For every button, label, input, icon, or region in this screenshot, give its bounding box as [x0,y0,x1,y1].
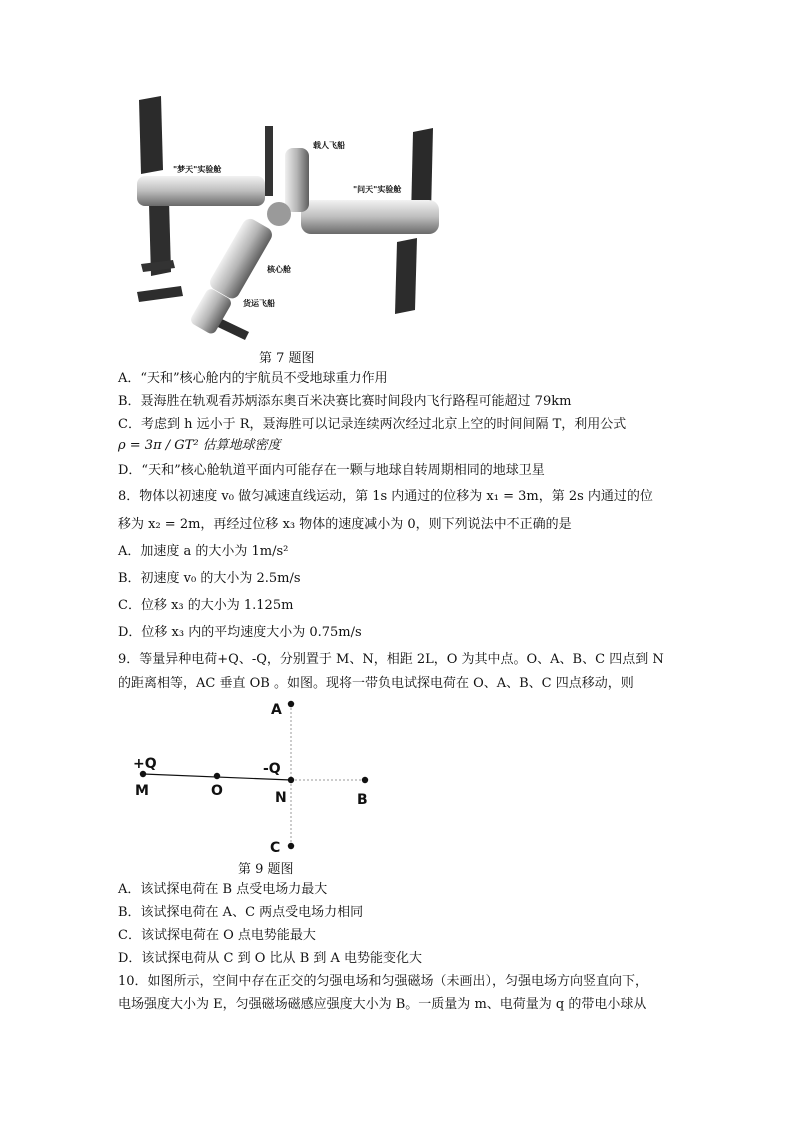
label-plus-q: +Q [133,756,157,772]
figure-7-caption: 第 7 题图 [259,351,315,366]
q8-option-c: C．位移 x₃ 的大小为 1.125m [118,598,294,613]
q7-option-d: D．“天和”核心舱轨道平面内可能存在一颗与地球自转周期相同的地球卫星 [118,463,545,478]
point-a [288,701,294,707]
crew-spacecraft-label: 载人飞船 [313,141,345,150]
point-b [362,777,368,783]
q9-option-c: C．该试探电荷在 O 点电势能最大 [118,928,316,943]
q8-option-a: A．加速度 a 的大小为 1m/s² [118,544,289,559]
q7-option-b: B．聂海胜在轨观看苏炳添东奥百米决赛比赛时间段内飞行路程可能超过 79km [118,394,572,409]
solar-panel [395,238,417,314]
label-o: O [211,783,223,799]
q7-option-a: A．“天和”核心舱内的宇航员不受地球重力作用 [118,371,388,386]
docking-node [267,202,291,226]
crew-spacecraft [285,148,309,212]
core-module [207,216,275,301]
solar-panel [137,286,183,302]
q8-stem-line2: 移为 x₂ = 2m，再经过位移 x₃ 物体的速度减小为 0，则下列说法中不正确的是 [118,517,572,532]
q9-option-a: A．该试探电荷在 B 点受电场力最大 [118,882,328,897]
wentian-module [301,200,439,234]
q9-stem-line2: 的距离相等，AC 垂直 OB 。如图。现将一带负电试探电荷在 O、A、B、C 四点移动，则 [118,676,634,691]
label-b: B [357,792,368,808]
figure-9-caption: 第 9 题图 [238,862,294,877]
label-m: M [135,783,149,799]
q8-option-d: D．位移 x₃ 内的平均速度大小为 0.75m/s [118,625,362,640]
q8-option-b: B．初速度 v₀ 的大小为 2.5m/s [118,571,301,586]
mengtian-module [137,176,265,206]
core-module-label: 核心舱 [267,265,291,274]
q9-option-b: B．该试探电荷在 A、C 两点受电场力相同 [118,905,364,920]
wentian-label: "问天"实验舱 [353,185,402,194]
point-o [214,773,220,779]
space-station-figure [133,96,445,344]
label-c: C [270,840,281,856]
solar-panel [139,96,163,174]
q7-option-c-line1: C．考虑到 h 远小于 R，聂海胜可以记录连续两次经过北京上空的时间间隔 T，利用公式 [118,417,627,432]
label-a: A [271,702,282,718]
charges-diagram [125,694,395,856]
label-minus-q: -Q [263,761,281,777]
q10-stem-line2: 电场强度大小为 E，匀强磁场磁感应强度大小为 B。一质量为 m、电荷量为 q 的带电小球从 [118,997,647,1012]
q7-option-c-formula: ρ = 3π / GT² 估算地球密度 [118,438,281,453]
mengtian-label: "梦天"实验舱 [173,165,222,174]
q8-stem-line1: 8．物体以初速度 v₀ 做匀减速直线运动，第 1s 内通过的位移为 x₁ = 3m，第 2s 内通过的位 [118,489,653,504]
solar-panel [265,126,273,196]
q9-option-d: D．该试探电荷从 C 到 O 比从 B 到 A 电势能变化大 [118,951,423,966]
point-c [288,843,294,849]
q10-stem-line1: 10．如图所示，空间中存在正交的匀强电场和匀强磁场（未画出），匀强电场方向竖直向下， [118,974,649,989]
q9-stem-line1: 9．等量异种电荷+Q、-Q，分别置于 M、N，相距 2L，O 为其中点。O、A、B、C 四点到 N [118,652,664,667]
cargo-spacecraft-label: 货运飞船 [243,299,275,308]
label-n: N [275,790,287,806]
point-n [288,777,294,783]
